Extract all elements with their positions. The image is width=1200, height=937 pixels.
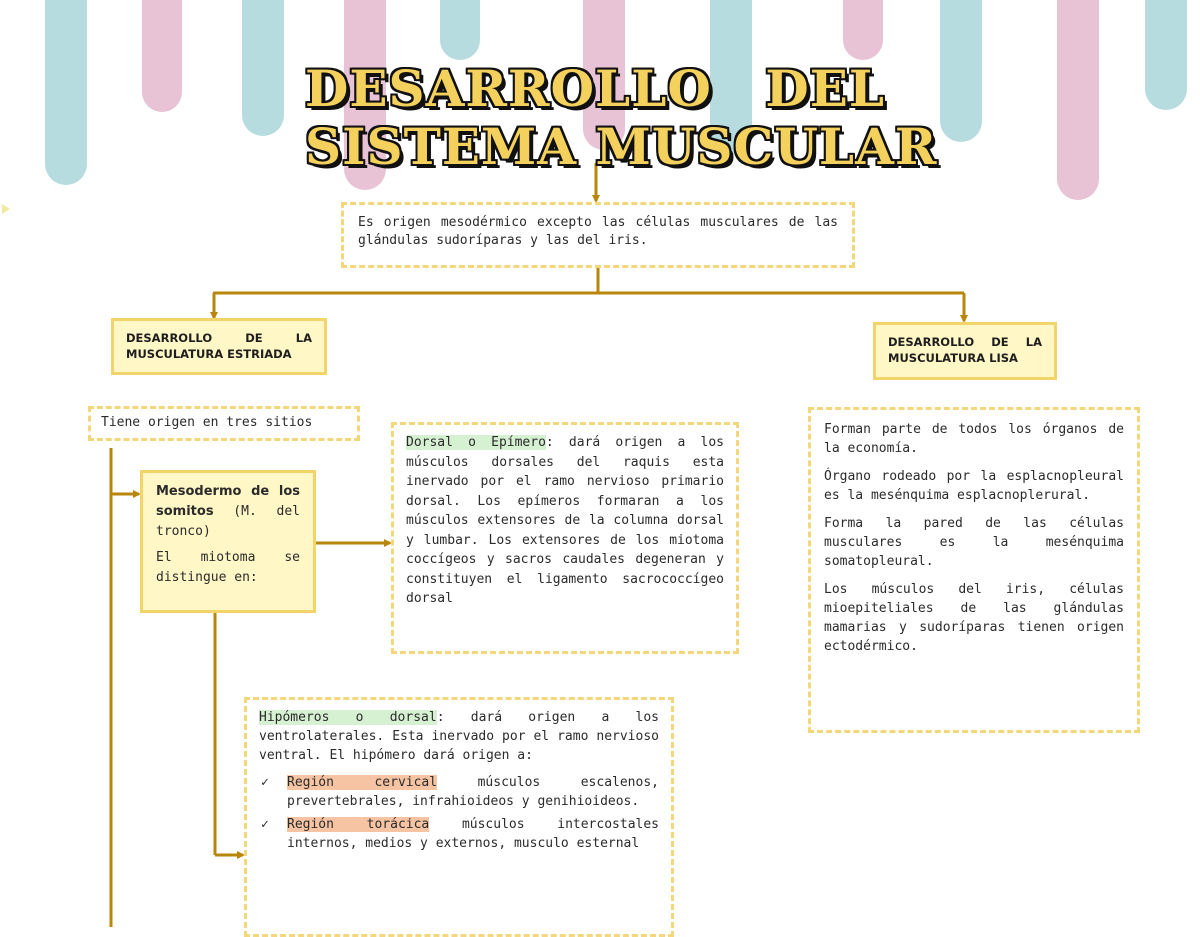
striated-heading-box [111,318,327,375]
somite-term-line [156,482,300,542]
epimere-description: : dará origen a los músculos dorsales del raquis esta inervado por el ramo nervioso primario dorsal. Los epímeros formaran a los músculos extensores de la columna dorsal y lumbar. Los extensores de los miotoma coccígeos y sacros caudales degeneran y constituyen el ligamento sacrococcígeo dorsal [406,435,724,606]
checkmark-icon: ✓ [261,775,269,790]
page-title [305,59,938,176]
origin-text: Es origen mesodérmico excepto las células musculares de las glándulas sudoríparas y las del iris. [358,215,838,248]
region-name: Región torácica [287,817,430,832]
somite-box [140,470,316,613]
smooth-paragraph: Órgano rodeado por la esplacnopleural es la mesénquima esplacnoplerural. [824,469,1124,503]
checkmark-icon: ✓ [261,817,269,832]
somite-term: Mesodermo de los somitos [156,484,300,519]
epimere-box [391,422,739,654]
smooth-paragraph: Forma la pared de las células musculares es la mesénquima somatopleural. [824,516,1124,569]
title-line-sistema-muscular: SISTEMA MUSCULAR [305,117,938,176]
small-triangle-icon [2,204,10,214]
region-name: Región cervical [287,775,438,790]
hypomere-box [244,697,674,937]
hypomere-intro [259,708,659,765]
region-text: músculos intercostales internos, medios y externos, musculo esternal [287,817,659,851]
hypomere-term: Hipómeros o dorsal [259,710,437,725]
list-item [259,773,659,811]
list-item [259,815,659,853]
smooth-paragraph: Los músculos del iris, células mioepiteliales de las glándulas mamarias y sudoríparas tienen origen ectodérmico. [824,582,1124,654]
smooth-paragraph: Forman parte de todos los órganos de la economía. [824,422,1124,456]
region-text: músculos escalenos, prevertebrales, infrahioideos y genihioideos. [287,775,659,809]
striated-heading: DESARROLLO DE LA MUSCULATURA ESTRIADA [126,331,312,361]
somite-note: El miotoma se distingue en: [156,550,300,585]
origin-sites-box [88,406,360,441]
origin-box [341,202,855,268]
smooth-detail-box [808,407,1140,733]
smooth-heading: DESARROLLO DE LA MUSCULATURA LISA [888,335,1042,365]
hypomere-description: : dará origen a los ventrolaterales. Esta inervado por el ramo nervioso ventral. El hipómero dará origen a: [259,710,659,763]
somite-qualifier: (M. del tronco) [156,504,300,539]
origin-sites-text: Tiene origen en tres sitios [101,415,313,430]
title-word-desarrollo: DESARROLLO [305,59,712,118]
epimere-term: Dorsal o Epímero [406,435,546,450]
region-list [259,773,659,853]
smooth-heading-box [873,322,1057,380]
title-word-del: DEL [765,59,885,118]
